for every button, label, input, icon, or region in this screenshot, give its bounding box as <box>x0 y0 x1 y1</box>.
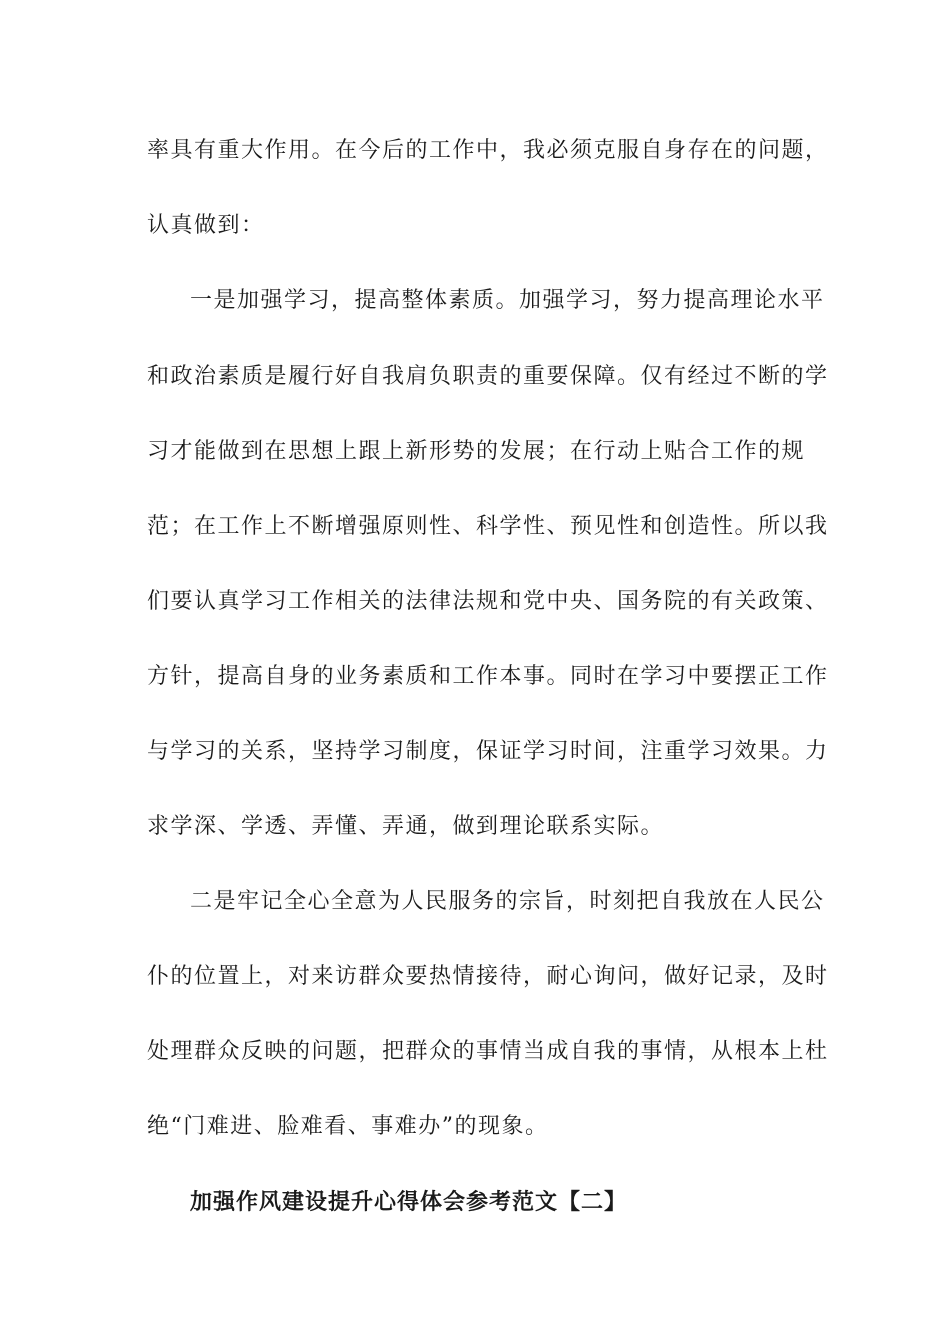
text-line-2: 认真做到： <box>147 213 265 238</box>
section-heading: 加强作风建设提升心得体会参考范文【二】 <box>190 1189 628 1215</box>
text-line-13: 处理群众反映的问题，把群众的事情当成自我的事情，从根本上杜 <box>147 1039 829 1064</box>
text-line-7: 们要认真学习工作相关的法律法规和党中央、国务院的有关政策、 <box>147 589 829 614</box>
text-line-1: 率具有重大作用。在今后的工作中，我必须克服自身存在的问题， <box>147 138 829 163</box>
text-line-10: 求学深、学透、弄懂、弄通，做到理论联系实际。 <box>147 814 665 839</box>
text-line-5: 习才能做到在思想上跟上新形势的发展；在行动上贴合工作的规 <box>147 439 806 464</box>
text-line-4: 和政治素质是履行好自我肩负职责的重要保障。仅有经过不断的学 <box>147 364 829 389</box>
text-line-3: 一是加强学习，提高整体素质。加强学习，努力提高理论水平 <box>190 288 825 313</box>
text-line-9: 与学习的关系，坚持学习制度，保证学习时间，注重学习效果。力 <box>147 739 829 764</box>
text-line-14: 绝“门难进、脸难看、事难办”的现象。 <box>147 1114 549 1139</box>
text-line-8: 方针，提高自身的业务素质和工作本事。同时在学习中要摆正工作 <box>147 664 829 689</box>
text-line-6: 范；在工作上不断增强原则性、科学性、预见性和创造性。所以我 <box>147 514 829 539</box>
text-line-12: 仆的位置上，对来访群众要热情接待，耐心询问，做好记录，及时 <box>147 964 829 989</box>
text-line-11: 二是牢记全心全意为人民服务的宗旨，时刻把自我放在人民公 <box>190 889 825 914</box>
